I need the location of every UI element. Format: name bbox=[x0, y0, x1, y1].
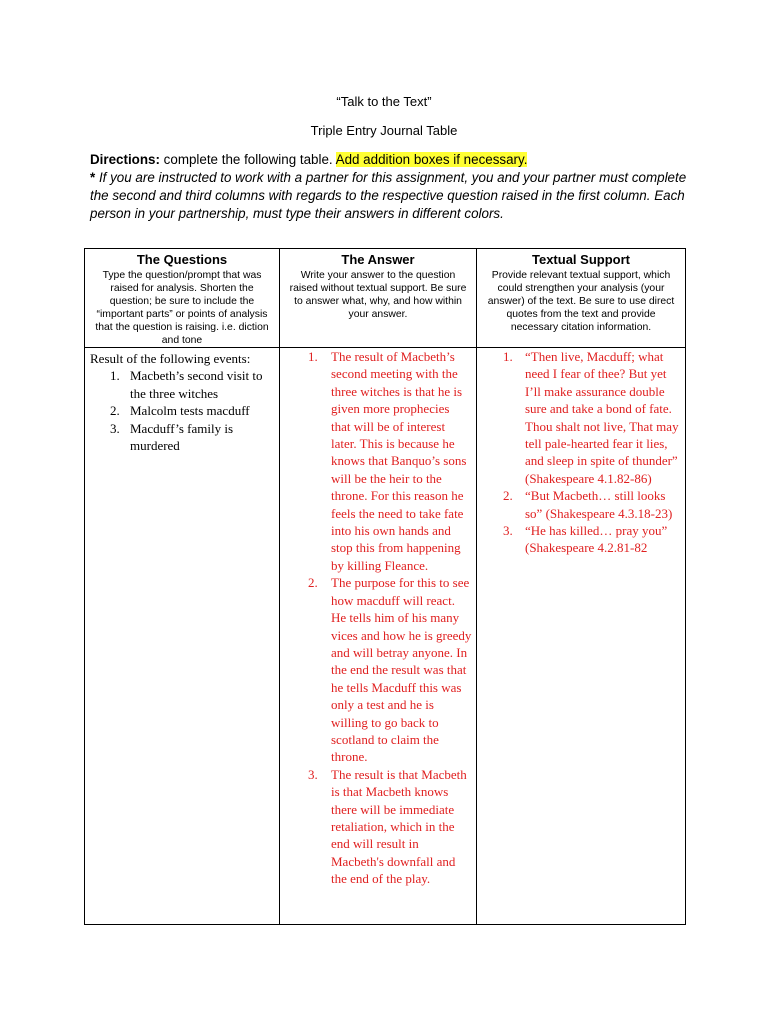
list-number: 2. bbox=[308, 575, 318, 591]
list-item bbox=[280, 574, 476, 765]
table-row bbox=[85, 348, 686, 925]
note-asterisk: * bbox=[90, 170, 96, 185]
list-number: 3. bbox=[110, 420, 120, 436]
list-text: The result is that Macbeth is that Macbeth knows there will be immediate retaliation, which in the end will result in Macbeth's downfall and the end of the play. bbox=[331, 766, 467, 887]
list-item bbox=[85, 402, 279, 419]
list-text: Malcolm tests macduff bbox=[130, 403, 250, 419]
list-text: “He has killed… pray you” (Shakespeare 4.2.81-82 bbox=[525, 523, 668, 556]
list-number: 1. bbox=[308, 349, 318, 364]
header-cell-support bbox=[477, 249, 686, 348]
list-item bbox=[477, 487, 685, 522]
table-header-row bbox=[85, 249, 686, 348]
document-title: “Talk to the Text” bbox=[336, 94, 432, 109]
list-text: The purpose for this to see how macduff will react. He tells him of his many vices and how he is greedy and will betray anyone. In the end the result was that he tells Macduff this was only a test and he is willing to go back to scotland to claim the throne. bbox=[331, 575, 472, 765]
column-description: Write your answer to the question raised without textual support. Be sure to answer what, why, and how within your answer. bbox=[289, 270, 467, 320]
question-lead: Result of the following events: bbox=[90, 351, 251, 366]
list-text: Macbeth’s second visit to the three witches bbox=[130, 368, 263, 401]
header-cell-answer bbox=[280, 249, 477, 348]
list-number: 3. bbox=[503, 523, 513, 539]
list-number: 2. bbox=[503, 488, 513, 504]
list-item bbox=[477, 348, 685, 487]
column-title: Textual Support bbox=[532, 252, 630, 267]
list-text: “Then live, Macduff; what need I fear of thee? But yet I’ll make assurance double sure and take a bond of fate. Thou shalt not live, That may tell pale-hearted fear it lies, and sleep in spite of thunder” (Shakespeare 4.1.82-86) bbox=[525, 349, 679, 486]
directions-block bbox=[90, 151, 690, 223]
list-number: 1. bbox=[110, 368, 120, 384]
header-cell-questions bbox=[85, 249, 280, 348]
list-text: The result of Macbeth’s second meeting with the three witches is that he is given more prophecies that will be of interest later. This is because he knows that Banquo’s sons will be the heir to the throne. For this reason he feels the need to take fate into his own hands and stop this from happening by killing Fleance. bbox=[331, 349, 467, 573]
list-text: Macduff’s family is murdered bbox=[130, 420, 234, 454]
directions-text: complete the following table. bbox=[159, 152, 336, 167]
document-subtitle: Triple Entry Journal Table bbox=[310, 123, 458, 138]
list-number: 1. bbox=[503, 349, 513, 364]
list-item bbox=[85, 367, 279, 402]
list-number: 2. bbox=[110, 403, 120, 419]
list-item bbox=[280, 348, 476, 574]
column-title: The Answer bbox=[341, 252, 415, 267]
questions-cell bbox=[85, 348, 280, 925]
journal-table bbox=[84, 248, 686, 925]
partner-note-text: If you are instructed to work with a partner for this assignment, you and your partner must complete the second and third columns with regards to the respective question raised in the first column. Each person in your partnership, must type their answers in different colors. bbox=[90, 170, 687, 221]
list-number: 3. bbox=[308, 766, 318, 782]
question-list bbox=[85, 367, 279, 454]
answer-list bbox=[280, 348, 476, 888]
list-item bbox=[477, 522, 685, 557]
directions-highlight: Add addition boxes if necessary. bbox=[335, 152, 528, 167]
directions-label: Directions: bbox=[90, 152, 160, 167]
answer-cell bbox=[280, 348, 477, 925]
support-cell bbox=[477, 348, 686, 925]
list-text: “But Macbeth… still looks so” (Shakespeare 4.3.18-23) bbox=[525, 488, 673, 521]
partner-note bbox=[90, 169, 690, 223]
column-description: Provide relevant textual support, which could strengthen your analysis (your answer) of the text. Be sure to use direct quotes from the text and provide necessary citation information. bbox=[487, 270, 675, 333]
column-title: The Questions bbox=[136, 252, 228, 267]
directions-line bbox=[90, 151, 690, 169]
support-list bbox=[477, 348, 685, 557]
list-item bbox=[85, 420, 279, 455]
list-item bbox=[280, 766, 476, 888]
column-description: Type the question/prompt that was raised for analysis. Shorten the question; be sure to include the “important parts” or points of analysis that the question is raising. i.e. diction and tone bbox=[95, 270, 269, 346]
